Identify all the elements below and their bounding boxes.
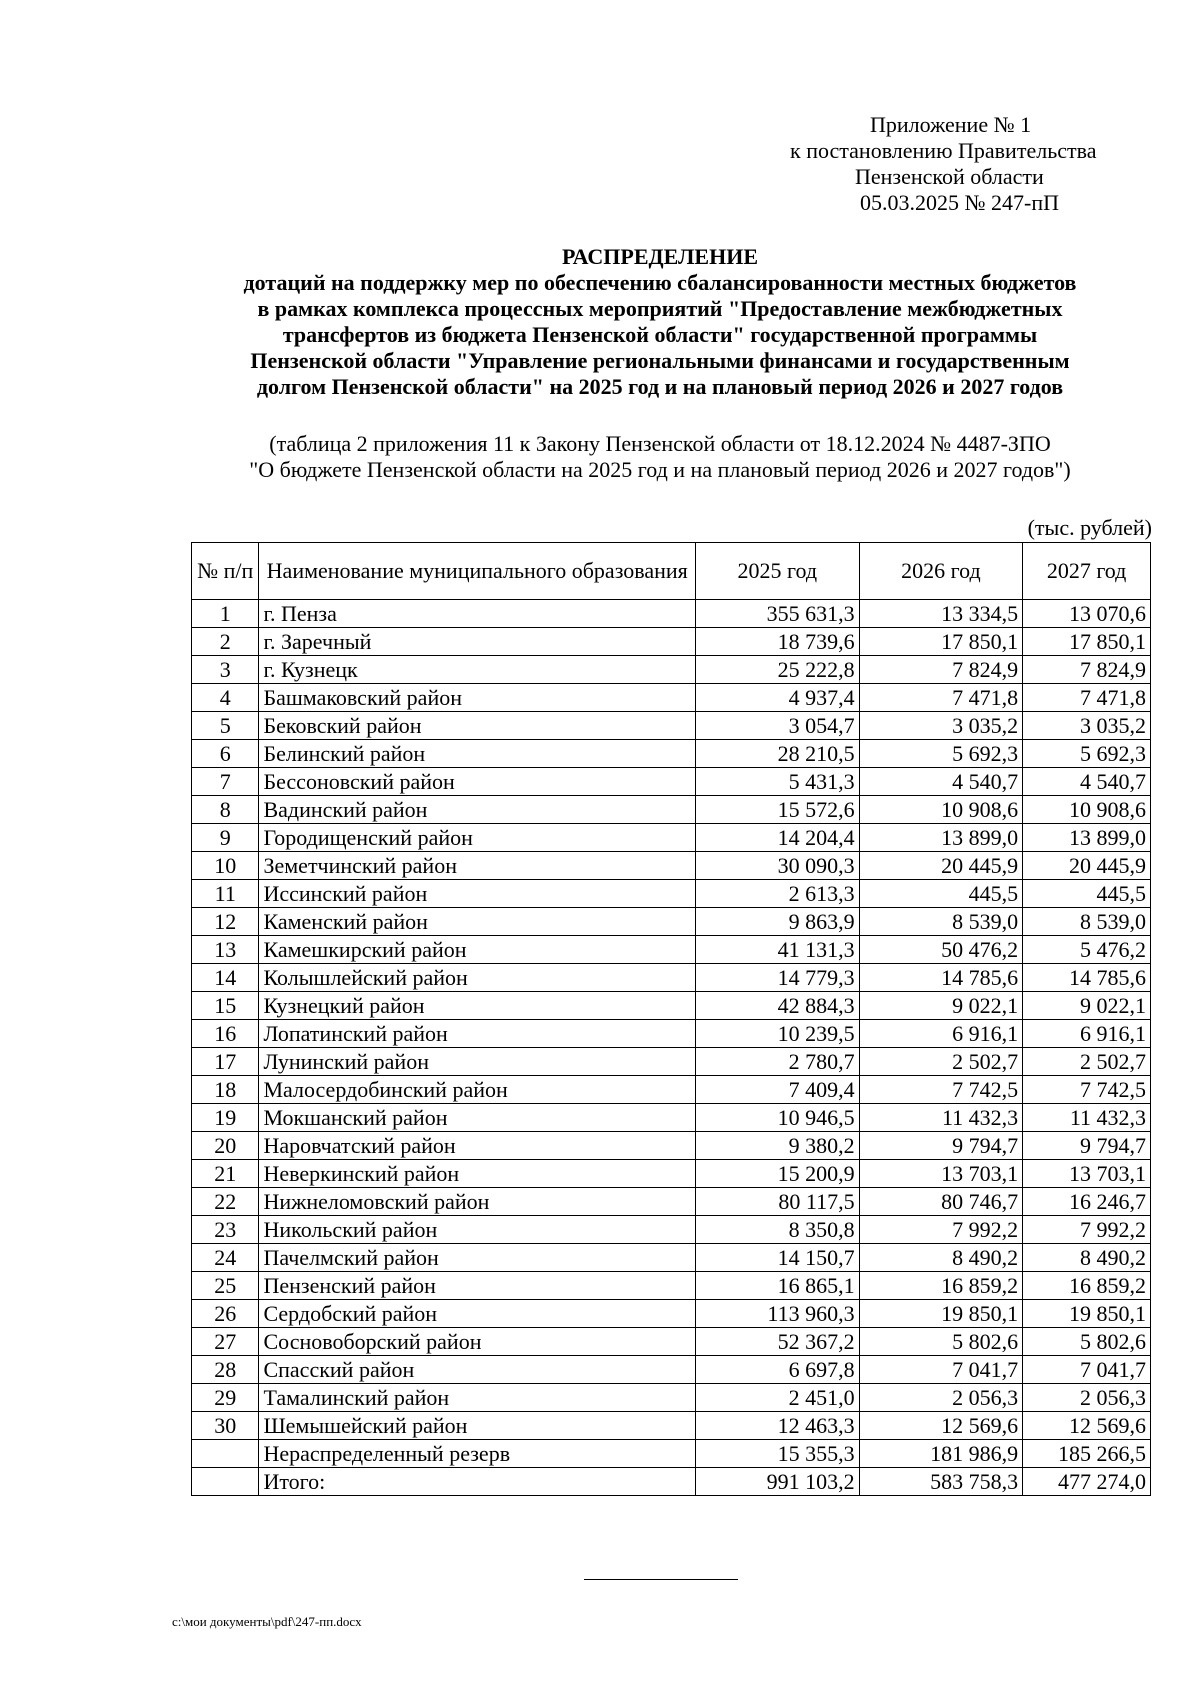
value-2026: 6 916,1 xyxy=(859,1020,1023,1048)
municipality-name: Колышлейский район xyxy=(259,964,696,992)
document-heading xyxy=(180,244,1140,400)
value-2026: 9 022,1 xyxy=(859,992,1023,1020)
table-row xyxy=(192,1104,1151,1132)
value-2027: 16 859,2 xyxy=(1023,1272,1151,1300)
table-row xyxy=(192,1440,1151,1468)
value-2027: 20 445,9 xyxy=(1023,852,1151,880)
value-2027: 9 022,1 xyxy=(1023,992,1151,1020)
value-2025: 8 350,8 xyxy=(696,1216,860,1244)
value-2027: 14 785,6 xyxy=(1023,964,1151,992)
value-2027: 8 539,0 xyxy=(1023,908,1151,936)
value-2026: 7 824,9 xyxy=(859,656,1023,684)
municipality-name: Сердобский район xyxy=(259,1300,696,1328)
value-2025: 10 946,5 xyxy=(696,1104,860,1132)
row-number: 19 xyxy=(192,1104,259,1132)
municipality-name: Итого: xyxy=(259,1468,696,1496)
row-number: 7 xyxy=(192,768,259,796)
table-row xyxy=(192,964,1151,992)
header-2026: 2026 год xyxy=(859,543,1023,600)
row-number: 18 xyxy=(192,1076,259,1104)
appendix-number: Приложение № 1 xyxy=(870,112,1032,137)
value-2027: 445,5 xyxy=(1023,880,1151,908)
table-row xyxy=(192,768,1151,796)
value-2026: 16 859,2 xyxy=(859,1272,1023,1300)
table-row xyxy=(192,684,1151,712)
row-number xyxy=(192,1468,259,1496)
row-number: 28 xyxy=(192,1356,259,1384)
value-2025: 9 380,2 xyxy=(696,1132,860,1160)
row-number: 12 xyxy=(192,908,259,936)
table-row xyxy=(192,600,1151,628)
note-line: (таблица 2 приложения 11 к Закону Пензенской области от 18.12.2024 № 4487-ЗПО xyxy=(269,431,1051,456)
table-row xyxy=(192,852,1151,880)
table-row xyxy=(192,1020,1151,1048)
table-row xyxy=(192,992,1151,1020)
row-number: 4 xyxy=(192,684,259,712)
heading-line: Пензенской области "Управление региональными финансами и государственным xyxy=(250,348,1070,373)
table-row xyxy=(192,1048,1151,1076)
municipality-name: Белинский район xyxy=(259,740,696,768)
value-2026: 8 539,0 xyxy=(859,908,1023,936)
table-row xyxy=(192,1356,1151,1384)
row-number: 13 xyxy=(192,936,259,964)
value-2027: 7 471,8 xyxy=(1023,684,1151,712)
value-2025: 3 054,7 xyxy=(696,712,860,740)
value-2026: 11 432,3 xyxy=(859,1104,1023,1132)
value-2025: 10 239,5 xyxy=(696,1020,860,1048)
value-2027: 2 056,3 xyxy=(1023,1384,1151,1412)
heading-line: долгом Пензенской области" на 2025 год и на плановый период 2026 и 2027 годов xyxy=(256,374,1064,399)
row-number: 11 xyxy=(192,880,259,908)
value-2026: 13 899,0 xyxy=(859,824,1023,852)
value-2025: 6 697,8 xyxy=(696,1356,860,1384)
value-2026: 8 490,2 xyxy=(859,1244,1023,1272)
value-2025: 5 431,3 xyxy=(696,768,860,796)
municipality-name: Бессоновский район xyxy=(259,768,696,796)
value-2027: 5 802,6 xyxy=(1023,1328,1151,1356)
value-2026: 17 850,1 xyxy=(859,628,1023,656)
value-2025: 355 631,3 xyxy=(696,600,860,628)
table-header-row xyxy=(192,543,1151,600)
value-2027: 2 502,7 xyxy=(1023,1048,1151,1076)
table-row xyxy=(192,1272,1151,1300)
value-2026: 4 540,7 xyxy=(859,768,1023,796)
municipality-name: Наровчатский район xyxy=(259,1132,696,1160)
municipality-name: г. Пенза xyxy=(259,600,696,628)
value-2027: 12 569,6 xyxy=(1023,1412,1151,1440)
table-row xyxy=(192,712,1151,740)
municipality-name: Никольский район xyxy=(259,1216,696,1244)
municipality-name: г. Заречный xyxy=(259,628,696,656)
value-2027: 9 794,7 xyxy=(1023,1132,1151,1160)
table-row xyxy=(192,880,1151,908)
table-row xyxy=(192,1132,1151,1160)
table-row xyxy=(192,1188,1151,1216)
row-number: 21 xyxy=(192,1160,259,1188)
appendix-resolution: к постановлению Правительства xyxy=(790,138,1097,163)
value-2025: 113 960,3 xyxy=(696,1300,860,1328)
value-2026: 14 785,6 xyxy=(859,964,1023,992)
value-2027: 5 476,2 xyxy=(1023,936,1151,964)
table-row xyxy=(192,1412,1151,1440)
value-2025: 14 204,4 xyxy=(696,824,860,852)
value-2027: 185 266,5 xyxy=(1023,1440,1151,1468)
row-number: 22 xyxy=(192,1188,259,1216)
municipality-name: Тамалинский район xyxy=(259,1384,696,1412)
municipality-name: Спасский район xyxy=(259,1356,696,1384)
note-line: "О бюджете Пензенской области на 2025 год и на плановый период 2026 и 2027 годов") xyxy=(249,457,1071,482)
value-2027: 477 274,0 xyxy=(1023,1468,1151,1496)
municipality-name: Лунинский район xyxy=(259,1048,696,1076)
municipality-name: Шемышейский район xyxy=(259,1412,696,1440)
value-2025: 2 613,3 xyxy=(696,880,860,908)
value-2025: 14 779,3 xyxy=(696,964,860,992)
value-2025: 80 117,5 xyxy=(696,1188,860,1216)
value-2026: 2 056,3 xyxy=(859,1384,1023,1412)
row-number: 15 xyxy=(192,992,259,1020)
value-2025: 15 572,6 xyxy=(696,796,860,824)
row-number: 30 xyxy=(192,1412,259,1440)
value-2025: 9 863,9 xyxy=(696,908,860,936)
row-number: 2 xyxy=(192,628,259,656)
value-2025: 14 150,7 xyxy=(696,1244,860,1272)
appendix-region: Пензенской области xyxy=(855,164,1044,189)
municipality-name: Бековский район xyxy=(259,712,696,740)
row-number: 29 xyxy=(192,1384,259,1412)
row-number: 23 xyxy=(192,1216,259,1244)
value-2026: 445,5 xyxy=(859,880,1023,908)
value-2027: 8 490,2 xyxy=(1023,1244,1151,1272)
value-2027: 13 899,0 xyxy=(1023,824,1151,852)
row-number: 26 xyxy=(192,1300,259,1328)
value-2027: 7 041,7 xyxy=(1023,1356,1151,1384)
municipality-name: Нижнеломовский район xyxy=(259,1188,696,1216)
table-row xyxy=(192,1300,1151,1328)
value-2025: 25 222,8 xyxy=(696,656,860,684)
row-number: 3 xyxy=(192,656,259,684)
value-2025: 28 210,5 xyxy=(696,740,860,768)
value-2027: 17 850,1 xyxy=(1023,628,1151,656)
value-2025: 52 367,2 xyxy=(696,1328,860,1356)
municipality-name: Каменский район xyxy=(259,908,696,936)
value-2027: 19 850,1 xyxy=(1023,1300,1151,1328)
municipality-name: Неверкинский район xyxy=(259,1160,696,1188)
row-number: 5 xyxy=(192,712,259,740)
row-number: 9 xyxy=(192,824,259,852)
divider-line xyxy=(584,1579,738,1580)
value-2027: 16 246,7 xyxy=(1023,1188,1151,1216)
value-2027: 3 035,2 xyxy=(1023,712,1151,740)
table-row xyxy=(192,1244,1151,1272)
table-row xyxy=(192,1076,1151,1104)
value-2026: 7 992,2 xyxy=(859,1216,1023,1244)
file-path: с:\мои документы\pdf\247-пп.docx xyxy=(172,1614,362,1629)
row-number: 10 xyxy=(192,852,259,880)
value-2026: 12 569,6 xyxy=(859,1412,1023,1440)
row-number: 27 xyxy=(192,1328,259,1356)
value-2025: 18 739,6 xyxy=(696,628,860,656)
row-number: 16 xyxy=(192,1020,259,1048)
appendix-block xyxy=(790,112,1130,216)
municipality-name: Мокшанский район xyxy=(259,1104,696,1132)
value-2025: 41 131,3 xyxy=(696,936,860,964)
header-name: Наименование муниципального образования xyxy=(259,543,696,600)
value-2026: 80 746,7 xyxy=(859,1188,1023,1216)
value-2026: 7 742,5 xyxy=(859,1076,1023,1104)
table-row xyxy=(192,740,1151,768)
value-2027: 4 540,7 xyxy=(1023,768,1151,796)
table-row xyxy=(192,1160,1151,1188)
heading-line: трансфертов из бюджета Пензенской области" государственной программы xyxy=(282,322,1038,347)
municipality-name: Пачелмский район xyxy=(259,1244,696,1272)
municipality-name: Сосновоборский район xyxy=(259,1328,696,1356)
value-2025: 15 355,3 xyxy=(696,1440,860,1468)
value-2025: 12 463,3 xyxy=(696,1412,860,1440)
table-body xyxy=(192,600,1151,1496)
value-2025: 991 103,2 xyxy=(696,1468,860,1496)
value-2026: 2 502,7 xyxy=(859,1048,1023,1076)
header-2027: 2027 год xyxy=(1023,543,1151,600)
value-2027: 13 703,1 xyxy=(1023,1160,1151,1188)
value-2025: 16 865,1 xyxy=(696,1272,860,1300)
value-2026: 7 471,8 xyxy=(859,684,1023,712)
row-number: 25 xyxy=(192,1272,259,1300)
municipality-name: Кузнецкий район xyxy=(259,992,696,1020)
municipality-name: Пензенский район xyxy=(259,1272,696,1300)
value-2027: 7 992,2 xyxy=(1023,1216,1151,1244)
value-2026: 13 334,5 xyxy=(859,600,1023,628)
document-title: РАСПРЕДЕЛЕНИЕ xyxy=(561,244,758,269)
value-2026: 583 758,3 xyxy=(859,1468,1023,1496)
units-label: (тыс. рублей) xyxy=(1027,515,1152,540)
row-number: 24 xyxy=(192,1244,259,1272)
row-number: 17 xyxy=(192,1048,259,1076)
municipality-name: Земетчинский район xyxy=(259,852,696,880)
table-row xyxy=(192,824,1151,852)
value-2026: 181 986,9 xyxy=(859,1440,1023,1468)
municipality-name: Малосердобинский район xyxy=(259,1076,696,1104)
row-number: 20 xyxy=(192,1132,259,1160)
row-number: 6 xyxy=(192,740,259,768)
law-reference-note xyxy=(180,431,1140,483)
value-2026: 5 692,3 xyxy=(859,740,1023,768)
table-row xyxy=(192,1328,1151,1356)
value-2025: 30 090,3 xyxy=(696,852,860,880)
value-2025: 2 451,0 xyxy=(696,1384,860,1412)
value-2026: 50 476,2 xyxy=(859,936,1023,964)
value-2027: 6 916,1 xyxy=(1023,1020,1151,1048)
row-number xyxy=(192,1440,259,1468)
table-row xyxy=(192,1384,1151,1412)
value-2025: 15 200,9 xyxy=(696,1160,860,1188)
value-2025: 42 884,3 xyxy=(696,992,860,1020)
value-2026: 19 850,1 xyxy=(859,1300,1023,1328)
value-2026: 3 035,2 xyxy=(859,712,1023,740)
row-number: 1 xyxy=(192,600,259,628)
row-number: 14 xyxy=(192,964,259,992)
municipality-name: Башмаковский район xyxy=(259,684,696,712)
header-2025: 2025 год xyxy=(696,543,860,600)
table-row xyxy=(192,936,1151,964)
table-row xyxy=(192,796,1151,824)
value-2027: 10 908,6 xyxy=(1023,796,1151,824)
value-2026: 20 445,9 xyxy=(859,852,1023,880)
municipality-name: Иссинский район xyxy=(259,880,696,908)
table-row xyxy=(192,908,1151,936)
distribution-table xyxy=(191,542,1151,1496)
municipality-name: Вадинский район xyxy=(259,796,696,824)
municipality-name: Камешкирский район xyxy=(259,936,696,964)
value-2027: 11 432,3 xyxy=(1023,1104,1151,1132)
value-2026: 10 908,6 xyxy=(859,796,1023,824)
table-row xyxy=(192,1468,1151,1496)
appendix-date-number: 05.03.2025 № 247-пП xyxy=(860,190,1059,215)
municipality-name: г. Кузнецк xyxy=(259,656,696,684)
heading-line: в рамках комплекса процессных мероприятий "Предоставление межбюджетных xyxy=(257,296,1063,321)
municipality-name: Городищенский район xyxy=(259,824,696,852)
municipality-name: Лопатинский район xyxy=(259,1020,696,1048)
value-2026: 13 703,1 xyxy=(859,1160,1023,1188)
value-2025: 2 780,7 xyxy=(696,1048,860,1076)
value-2025: 7 409,4 xyxy=(696,1076,860,1104)
row-number: 8 xyxy=(192,796,259,824)
value-2027: 7 742,5 xyxy=(1023,1076,1151,1104)
value-2026: 7 041,7 xyxy=(859,1356,1023,1384)
heading-line: дотаций на поддержку мер по обеспечению сбалансированности местных бюджетов xyxy=(243,270,1077,295)
value-2027: 13 070,6 xyxy=(1023,600,1151,628)
value-2027: 5 692,3 xyxy=(1023,740,1151,768)
value-2026: 9 794,7 xyxy=(859,1132,1023,1160)
value-2027: 7 824,9 xyxy=(1023,656,1151,684)
header-number: № п/п xyxy=(192,543,259,600)
table-row xyxy=(192,628,1151,656)
table-row xyxy=(192,1216,1151,1244)
municipality-name: Нераспределенный резерв xyxy=(259,1440,696,1468)
value-2025: 4 937,4 xyxy=(696,684,860,712)
table-row xyxy=(192,656,1151,684)
value-2026: 5 802,6 xyxy=(859,1328,1023,1356)
